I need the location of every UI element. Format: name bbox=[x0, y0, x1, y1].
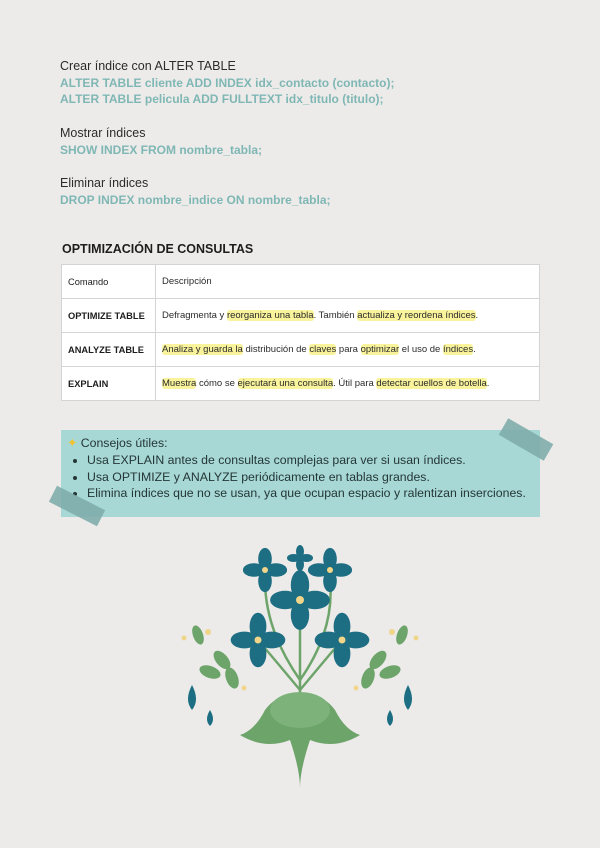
floral-illustration bbox=[170, 540, 430, 790]
show-index-heading: Mostrar índices bbox=[60, 126, 146, 140]
leaf-icon bbox=[270, 692, 330, 728]
create-index-code-1: ALTER TABLE cliente ADD INDEX idx_contacto (contacto); bbox=[60, 75, 395, 90]
highlighted-text: ejecutará una consulta bbox=[237, 378, 334, 389]
create-index-heading: Crear índice con ALTER TABLE bbox=[60, 59, 236, 73]
highlighted-text: índices bbox=[442, 344, 474, 355]
drop-index-section bbox=[60, 175, 331, 208]
highlighted-text: optimizar bbox=[360, 344, 400, 355]
column-header-command: Comando bbox=[62, 265, 156, 299]
description-cell bbox=[156, 299, 540, 333]
description-text: . Útil para bbox=[333, 378, 377, 389]
command-cell: OPTIMIZE TABLE bbox=[62, 299, 156, 333]
command-cell: EXPLAIN bbox=[62, 367, 156, 401]
highlighted-text: actualiza y reordena índices bbox=[357, 310, 476, 321]
optimization-title: OPTIMIZACIÓN DE CONSULTAS bbox=[62, 242, 254, 256]
create-index-code-2: ALTER TABLE pelicula ADD FULLTEXT idx_titulo (titulo); bbox=[60, 92, 384, 106]
tips-title: Consejos útiles: bbox=[80, 436, 168, 450]
highlighted-text: claves bbox=[309, 344, 337, 355]
table-row bbox=[62, 333, 540, 367]
column-header-description: Descripción bbox=[156, 265, 540, 299]
description-text: cómo se bbox=[196, 378, 238, 389]
table-header-row bbox=[62, 265, 540, 299]
list-item: • Usa EXPLAIN antes de consultas complejas para ver si usan índices. bbox=[87, 452, 526, 469]
list-item: • Usa OPTIMIZE y ANALYZE periódicamente en tablas grandes. bbox=[87, 469, 526, 486]
description-cell bbox=[156, 367, 540, 401]
create-index-section bbox=[60, 58, 394, 108]
table-row bbox=[62, 299, 540, 333]
table-row bbox=[62, 367, 540, 401]
description-text: Defragmenta y bbox=[162, 310, 227, 321]
show-index-code: SHOW INDEX FROM nombre_tabla; bbox=[60, 142, 263, 157]
list-item: • Elimina índices que no se usan, ya que ocupan espacio y ralentizan inserciones. bbox=[87, 485, 526, 502]
command-cell: ANALYZE TABLE bbox=[62, 333, 156, 367]
description-text: el uso de bbox=[399, 344, 443, 355]
highlighted-text: detectar cuellos de botella bbox=[376, 378, 487, 389]
description-text: . bbox=[473, 344, 476, 355]
description-text: distribución de bbox=[242, 344, 310, 355]
show-index-section bbox=[60, 125, 262, 158]
description-cell bbox=[156, 333, 540, 367]
drop-index-code: DROP INDEX nombre_indice ON nombre_tabla; bbox=[60, 192, 331, 207]
highlighted-text: Muestra bbox=[162, 378, 197, 389]
sparkle-icon: ✦ bbox=[67, 436, 78, 450]
description-text: para bbox=[336, 344, 361, 355]
description-text: . bbox=[475, 310, 479, 321]
tips-box bbox=[61, 430, 540, 517]
tips-list bbox=[71, 452, 526, 502]
tips-title-line bbox=[67, 436, 168, 450]
drop-index-heading: Eliminar índices bbox=[60, 176, 149, 190]
optimization-table bbox=[61, 264, 540, 401]
highlighted-text: Analiza y guarda la bbox=[162, 344, 243, 355]
highlighted-text: reorganiza una tabla bbox=[226, 310, 314, 321]
description-text: . También bbox=[313, 310, 358, 321]
description-text: . bbox=[486, 378, 490, 389]
